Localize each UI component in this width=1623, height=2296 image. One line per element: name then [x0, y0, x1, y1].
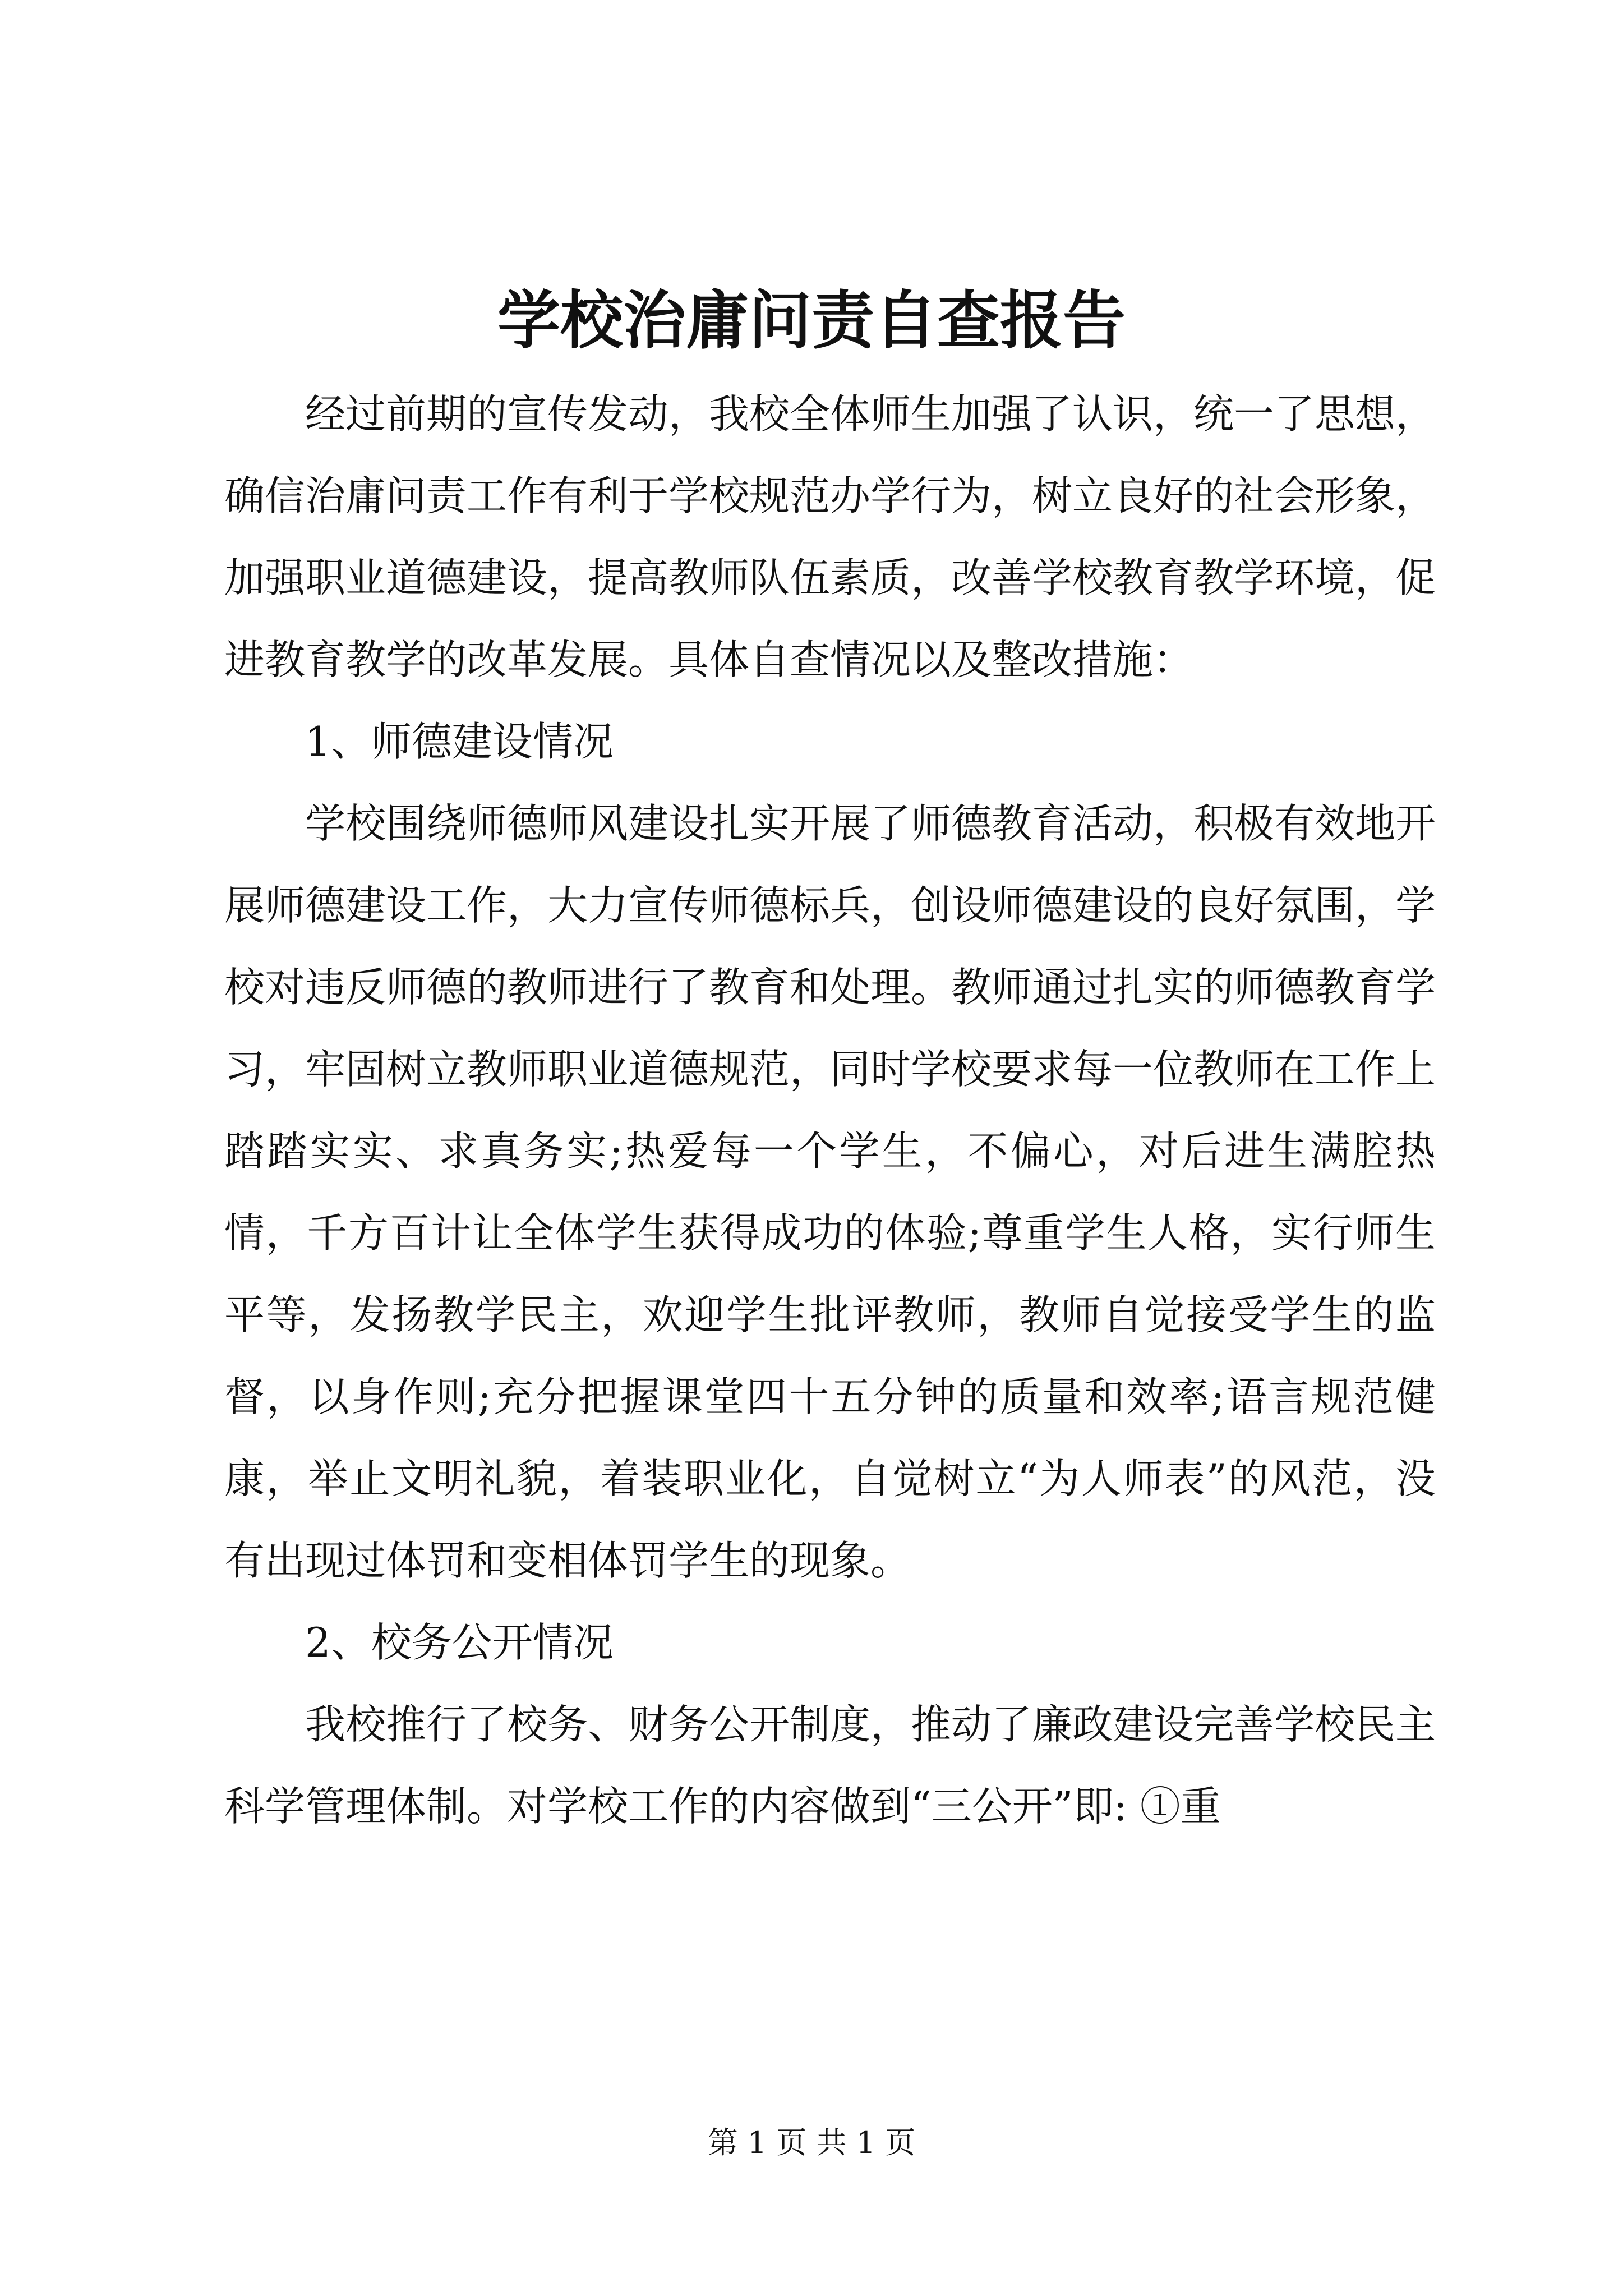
paragraph-teacher-ethics: 学校围绕师德师风建设扎实开展了师德教育活动，积极有效地开展师德建设工作，大力宣传师德标兵，创设师德建设的良好氛围，学校对违反师德的教师进行了教育和处理。教师通过扎实的师德教育学习，牢固树立教师职业道德规范，同时学校要求每一位教师在工作上踏踏实实、求真务实;热爱每一个学生，不偏心，对后进生满腔热情，千方百计让全体学生获得成功的体验;尊重学生人格，实行师生平等，发扬教学民主，欢迎学生批评教师，教师自觉接受学生的监督，以身作则;充分把握课堂四十五分钟的质量和效率;语言规范健康，举止文明礼貌，着装职业化，自觉树立“为人师表”的风范，没有出现过体罚和变相体罚学生的现象。 [224, 800, 1436, 1584]
document-title: 学校治庸问责自查报告 [497, 284, 1126, 357]
page-footer: 第 1 页 共 1 页 [707, 2125, 916, 2160]
paragraph-school-affairs: 我校推行了校务、财务公开制度，推动了廉政建设完善学校民主科学管理体制。对学校工作的内容做到“三公开”即: ①重 [224, 1701, 1436, 1830]
section-heading-school-affairs: 2、校务公开情况 [305, 1619, 614, 1666]
section-heading-teacher-ethics: 1、师德建设情况 [305, 718, 614, 765]
document-body [224, 373, 1436, 1847]
paragraph-intro: 经过前期的宣传发动，我校全体师生加强了认识，统一了思想，确信治庸问责工作有利于学校规范办学行为，树立良好的社会形象，加强职业道德建设，提高教师队伍素质，改善学校教育教学环境，促进教育教学的改革发展。具体自查情况以及整改措施： [224, 390, 1436, 683]
